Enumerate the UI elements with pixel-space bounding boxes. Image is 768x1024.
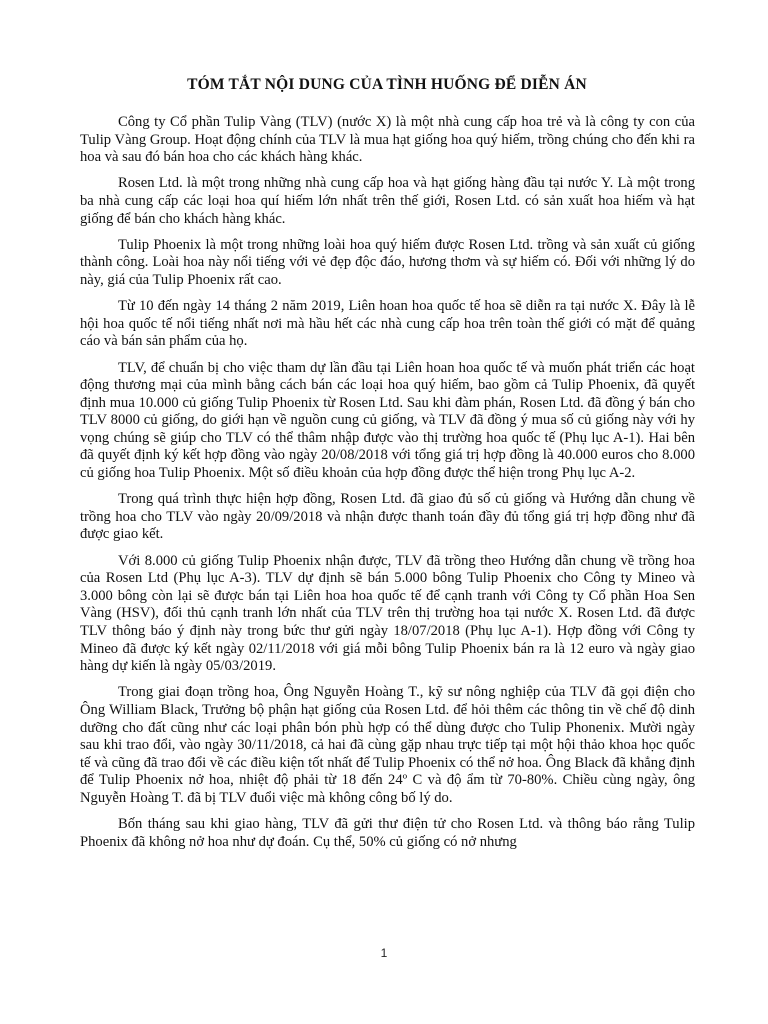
paragraph-8: Trong giai đoạn trồng hoa, Ông Nguyễn Hoàng T., kỹ sư nông nghiệp của TLV đã gọi điện cho Ông William Black, Trưởng bộ phận hạt giống của Rosen Ltd. để hỏi thêm các thông tin về chế độ dinh dưỡng cho đất cũng như các loại phân bón phù hợp có thể dùng được cho Tulip Phonenix. Mười ngày sau khi trao đổi, vào ngày 30/11/2018, cả hai đã cùng gặp nhau trực tiếp tại một hội thảo khoa học quốc tế và cũng đã trao đổi về các điều kiện tốt nhất để Tulip Phoenix có thể nở hoa. Ông Black đã khẳng định để Tulip Phoenix nở hoa, nhiệt độ phải từ 18 đến 24º C và độ ẩm từ 70-80%. Chiều cùng ngày, ông Nguyễn Hoàng T. đã bị TLV đuổi việc mà không công bố lý do. xyxy=(80,684,695,806)
paragraph-6: Trong quá trình thực hiện hợp đồng, Rosen Ltd. đã giao đủ số củ giống và Hướng dẫn chung về trồng hoa cho TLV vào ngày 20/09/2018 và nhận được thanh toán đầy đủ tổng giá trị hợp đồng như đã được giao kết. xyxy=(80,491,695,543)
paragraph-3: Tulip Phoenix là một trong những loài hoa quý hiếm được Rosen Ltd. trồng và sản xuất củ giống thành công. Loài hoa này nổi tiếng với vẻ đẹp độc đáo, hương thơm và sự hiếm có. Đối với những lý do này, giá của Tulip Phoenix rất cao. xyxy=(80,236,695,288)
page-number: 1 xyxy=(380,946,388,960)
paragraph-2: Rosen Ltd. là một trong những nhà cung cấp hoa và hạt giống hàng đầu tại nước Y. Là một trong ba nhà cung cấp các loại hoa quí hiếm lớn nhất trên thế giới, Rosen Ltd. có sản xuất hoa hiếm và hạt giống để bán cho khách hàng khác. xyxy=(80,175,695,227)
paragraph-5: TLV, để chuẩn bị cho việc tham dự lần đầu tại Liên hoan hoa quốc tế và muốn phát triển các hoạt động thương mại của mình bằng cách bán các loại hoa quý hiếm, bao gồm cả Tulip Phoenix, đã quyết định mua 10.000 củ giống Tulip Phoenix từ Rosen Ltd. Sau khi đàm phán, Rosen Ltd. đã đồng ý bán cho TLV 8000 củ giống, do giới hạn về nguồn cung củ giống, và TLV đã đồng ý mua số củ giống này với hy vọng chúng sẽ giúp cho TLV có thể thâm nhập được vào thị trường hoa quốc tế (Phụ lục A-1). Hai bên đã quyết định ký kết hợp đồng vào ngày 20/08/2018 với tổng giá trị hợp đồng là 40.000 euros cho 8.000 củ giống hoa Tulip Phoenix. Một số điều khoản của hợp đồng được thể hiện trong Phụ lục A-2. xyxy=(80,359,695,482)
paragraph-7: Với 8.000 củ giống Tulip Phoenix nhận được, TLV đã trồng theo Hướng dẫn chung về trồng hoa của Rosen Ltd (Phụ lục A-3). TLV dự định sẽ bán 5.000 bông Tulip Phoenix cho Công ty Mineo và 3.000 bông còn lại sẽ được bán tại Liên hoa hoa quốc tế để cạnh tranh với Công ty Cổ phần Hoa Sen Vàng (HSV), đối thủ cạnh tranh lớn nhất của TLV trên thị trường hoa tại nước X. Rosen Ltd. đã được TLV thông báo ý định này trong bức thư gửi ngày 18/07/2018 (Phụ lục A-1). Hợp đồng với Công ty Mineo đã được ký kết ngày 02/11/2018 với giá mỗi bông Tulip Phoenix bán ra là 12 euro và ngày giao hàng dự kiến là ngày 05/03/2019. xyxy=(80,552,695,675)
document-body xyxy=(80,114,695,860)
page-title: TÓM TẮT NỘI DUNG CỦA TÌNH HUỐNG ĐỂ DIỄN ÁN xyxy=(187,76,587,93)
paragraph-9: Bốn tháng sau khi giao hàng, TLV đã gửi thư điện tử cho Rosen Ltd. và thông báo rằng Tulip Phoenix đã không nở hoa như dự đoán. Cụ thể, 50% củ giống có nở nhưng xyxy=(80,816,695,850)
paragraph-4: Từ 10 đến ngày 14 tháng 2 năm 2019, Liên hoan hoa quốc tế hoa sẽ diễn ra tại nước X. Đây là lễ hội hoa quốc tế nổi tiếng nhất nơi mà hầu hết các nhà cung cấp hoa trên toàn thế giới có mặt để quảng cáo và bán sản phẩm của họ. xyxy=(80,298,695,350)
paragraph-1: Công ty Cổ phần Tulip Vàng (TLV) (nước X) là một nhà cung cấp hoa trẻ và là công ty con của Tulip Vàng Group. Hoạt động chính của TLV là mua hạt giống hoa quý hiếm, trồng chúng cho đến khi ra hoa và sau đó bán hoa cho các khách hàng khác. xyxy=(80,114,695,166)
